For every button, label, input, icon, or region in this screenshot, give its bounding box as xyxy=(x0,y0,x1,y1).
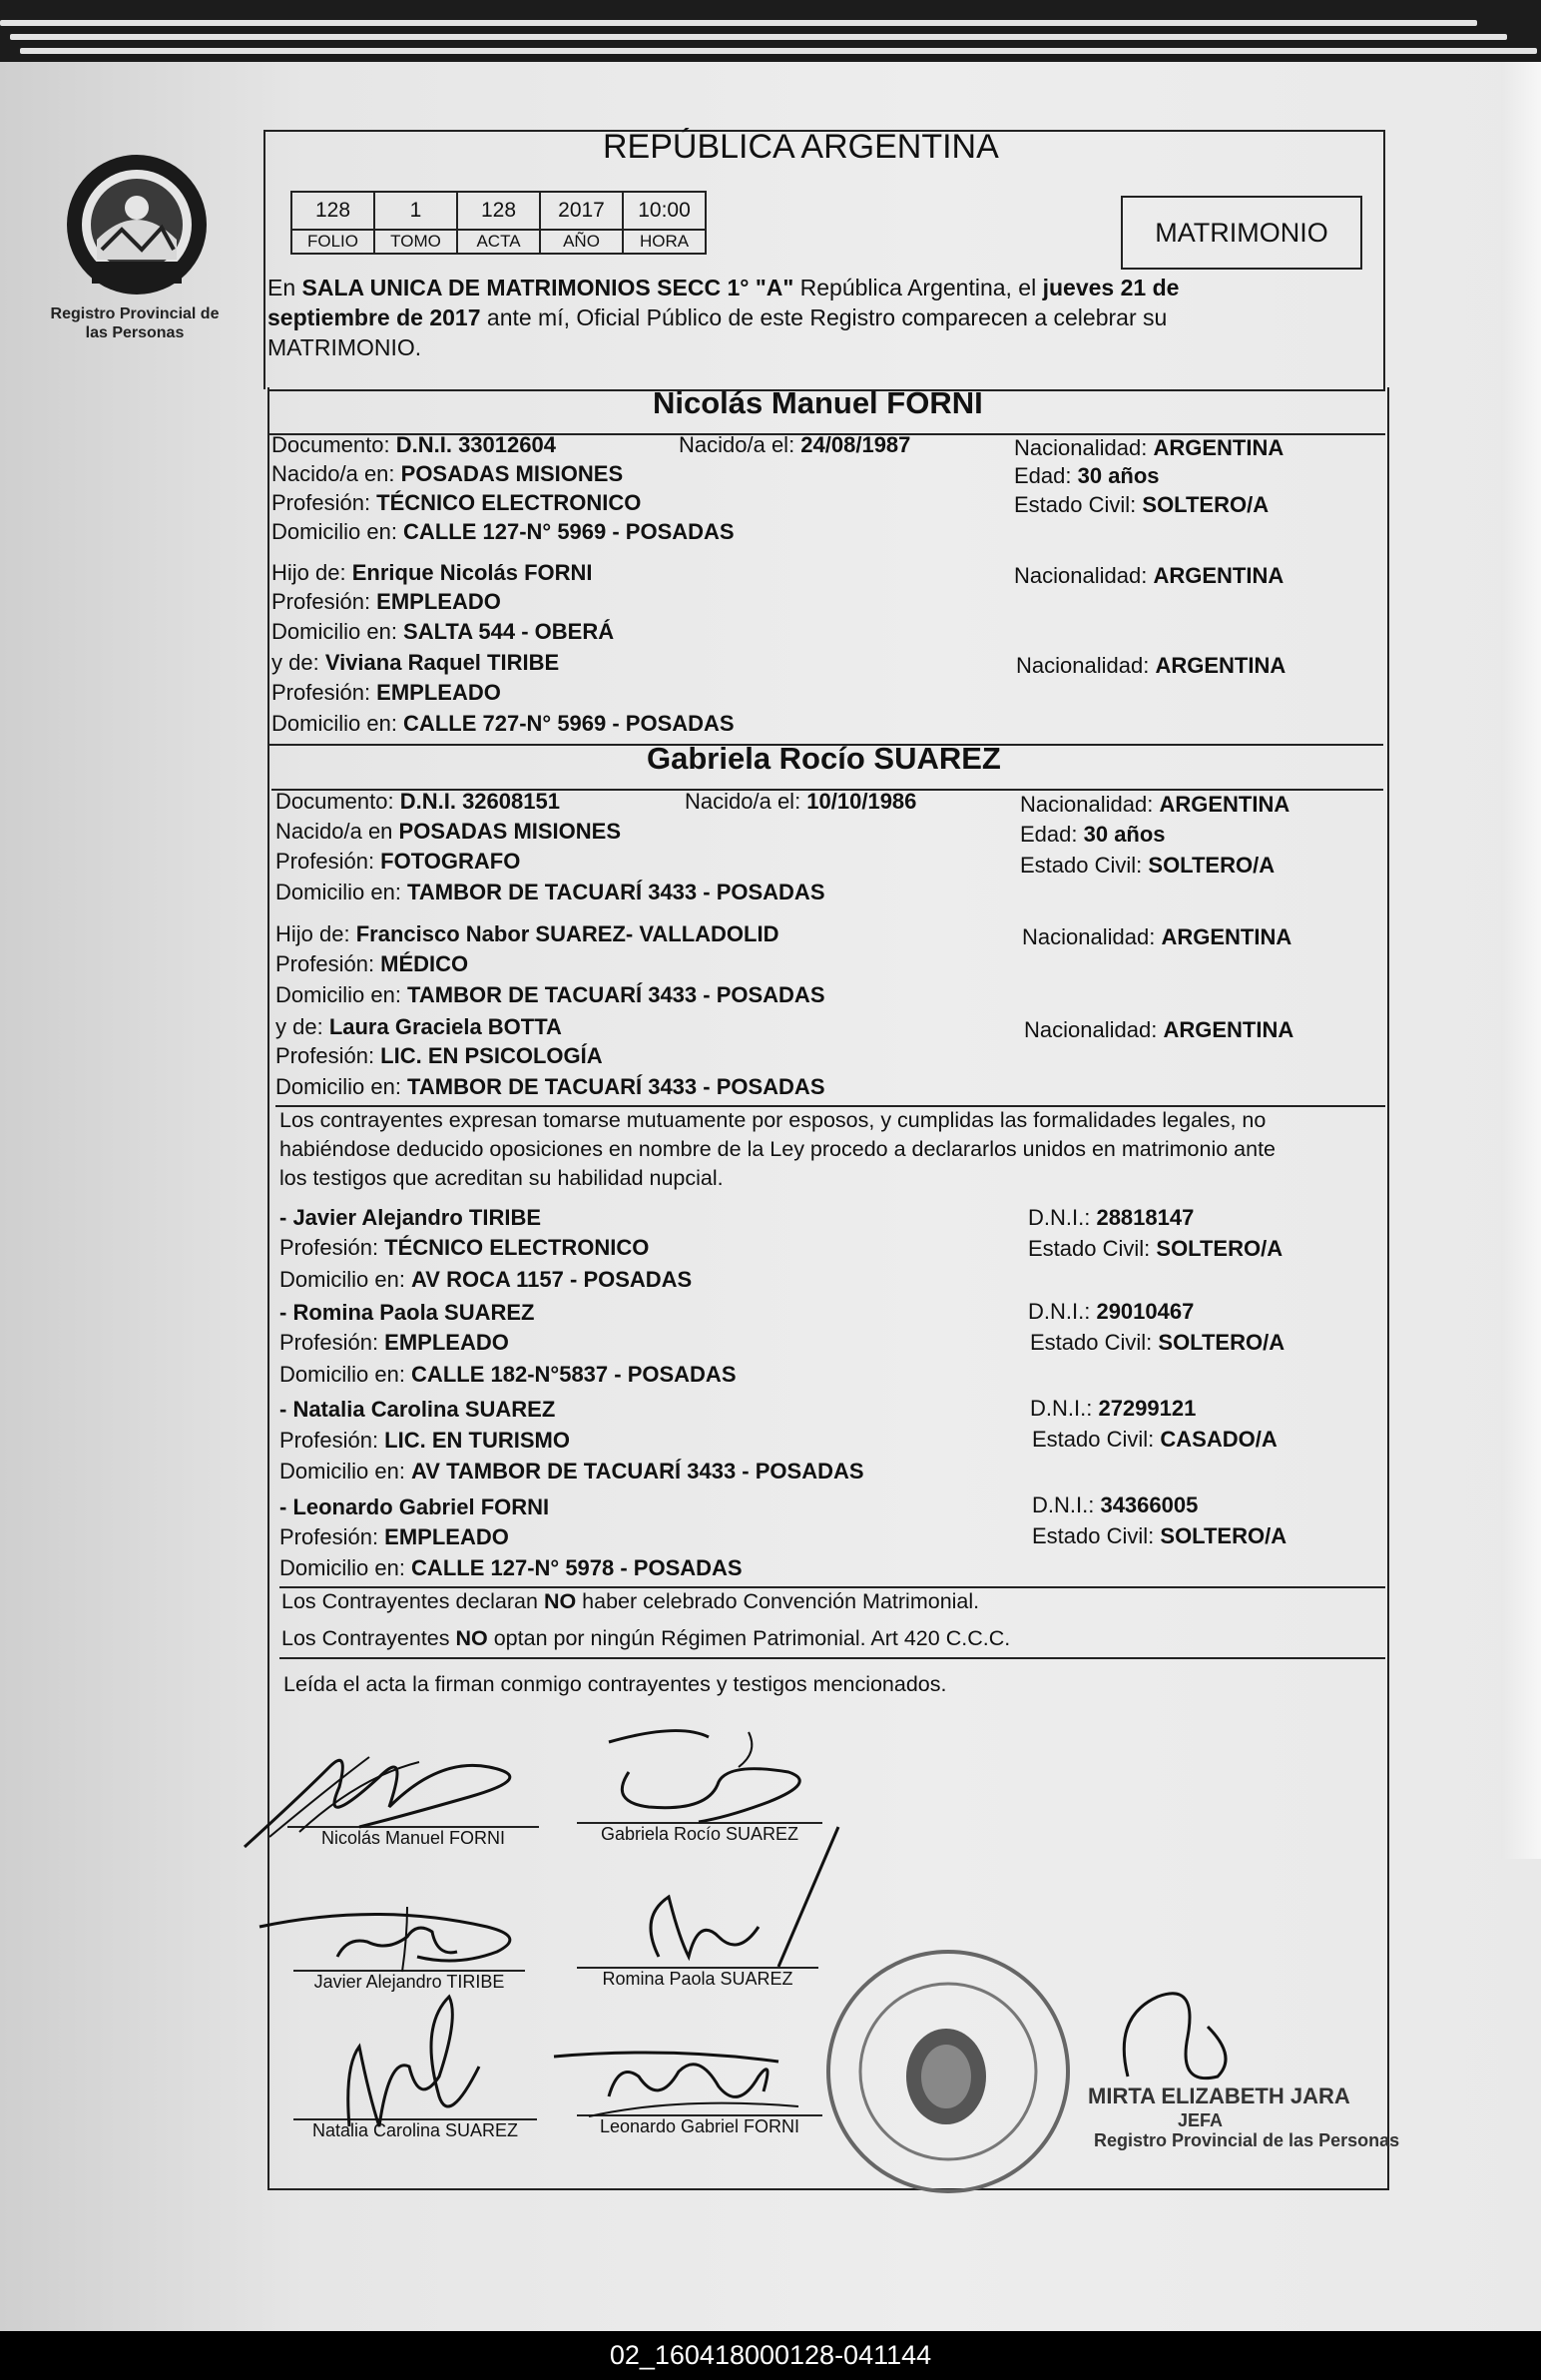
witness-civil-status: Estado Civil: SOLTERO/A xyxy=(1028,1236,1284,1261)
paper-stack-edge xyxy=(1501,62,1541,1859)
groom-civil-status: Estado Civil: SOLTERO/A xyxy=(1014,492,1270,517)
witness-address: Domicilio en: AV TAMBOR DE TACUARÍ 3433 - POSADAS xyxy=(279,1459,864,1484)
closing-statement: Leída el acta la firman conmigo contrayentes y testigos mencionados. xyxy=(283,1672,947,1696)
groom-father-profession: Profesión: EMPLEADO xyxy=(271,589,501,614)
bride-birthplace: Nacido/a en POSADAS MISIONES xyxy=(275,819,622,844)
witness-name: - Romina Paola SUAREZ xyxy=(279,1300,535,1325)
bride-mother-profession: Profesión: LIC. EN PSICOLOGÍA xyxy=(275,1043,603,1068)
convention-declaration: Los Contrayentes declaran NO haber celebrado Convención Matrimonial. xyxy=(281,1589,980,1613)
official-signature xyxy=(1108,1977,1248,2096)
handwritten-signature-groom xyxy=(240,1737,559,1857)
acta-label: ACTA xyxy=(457,230,540,254)
declaration-line-2: habiéndose deducido oposiciones en nombre de la Ley procedo a declararlos unidos en matrimonio ante xyxy=(279,1137,1277,1161)
tomo-value: 1 xyxy=(374,192,457,230)
witness-civil-status: Estado Civil: CASADO/A xyxy=(1032,1427,1278,1452)
official-name: MIRTA ELIZABETH JARA xyxy=(1088,2083,1350,2108)
declaration-line-1: Los contrayentes expresan tomarse mutuamente por esposos, y cumplidas las formalidades legales, no xyxy=(279,1108,1267,1132)
page-title: REPÚBLICA ARGENTINA xyxy=(603,128,999,166)
bride-father-address: Domicilio en: TAMBOR DE TACUARÍ 3433 - POSADAS xyxy=(275,982,825,1007)
signature-label-witness-4: Leonardo Gabriel FORNI xyxy=(599,2116,800,2136)
bride-father: Hijo de: Francisco Nabor SUAREZ- VALLADOLID xyxy=(275,921,779,946)
patrimonial-regime: Los Contrayentes NO optan por ningún Régimen Patrimonial. Art 420 C.C.C. xyxy=(281,1626,1011,1650)
signature-label-groom: Nicolás Manuel FORNI xyxy=(320,1828,506,1848)
bride-address: Domicilio en: TAMBOR DE TACUARÍ 3433 - POSADAS xyxy=(275,880,825,904)
folio-value: 128 xyxy=(291,192,374,230)
groom-mother-address: Domicilio en: CALLE 727-N° 5969 - POSADAS xyxy=(271,711,735,736)
witness-name: - Natalia Carolina SUAREZ xyxy=(279,1397,556,1422)
signature-label-bride: Gabriela Rocío SUAREZ xyxy=(600,1824,799,1844)
signature-label-witness-1: Javier Alejandro TIRIBE xyxy=(313,1972,505,1992)
witness-name: - Leonardo Gabriel FORNI xyxy=(279,1494,550,1519)
groom-mother-nationality: Nacionalidad: ARGENTINA xyxy=(1016,653,1286,678)
bride-father-profession: Profesión: MÉDICO xyxy=(275,951,469,976)
signature-label-witness-3: Natalia Carolina SUAREZ xyxy=(311,2120,519,2140)
witness-address: Domicilio en: AV ROCA 1157 - POSADAS xyxy=(279,1267,693,1292)
signature-label-witness-2: Romina Paola SUAREZ xyxy=(602,1969,793,1989)
witness-profession: Profesión: EMPLEADO xyxy=(279,1524,509,1549)
witness-profession: Profesión: EMPLEADO xyxy=(279,1330,509,1355)
bride-born: Nacido/a el: 10/10/1986 xyxy=(685,789,917,814)
intro-line-2: septiembre de 2017 ante mí, Oficial Público de este Registro comparecen a celebrar su xyxy=(267,304,1168,330)
witness-address: Domicilio en: CALLE 127-N° 5978 - POSADAS xyxy=(279,1555,743,1580)
bride-profession: Profesión: FOTOGRAFO xyxy=(275,849,521,874)
official-role: JEFA xyxy=(1178,2110,1224,2130)
bride-mother-nationality: Nacionalidad: ARGENTINA xyxy=(1024,1017,1294,1042)
ano-label: AÑO xyxy=(540,230,623,254)
handwritten-signature-witness-1 xyxy=(257,1897,537,1977)
handwritten-signature-witness-3 xyxy=(319,1977,499,2136)
tomo-label: TOMO xyxy=(374,230,457,254)
bride-name-header: Gabriela Rocío SUAREZ xyxy=(647,741,1001,776)
bride-civil-status: Estado Civil: SOLTERO/A xyxy=(1020,853,1276,878)
bride-doc: Documento: D.N.I. 32608151 xyxy=(275,789,560,814)
official-office: Registro Provincial de las Personas xyxy=(1094,2130,1400,2150)
misiones-logo xyxy=(40,150,230,359)
hora-label: HORA xyxy=(623,230,706,254)
groom-birthplace: Nacido/a en: POSADAS MISIONES xyxy=(271,461,624,486)
witness-civil-status: Estado Civil: SOLTERO/A xyxy=(1030,1330,1285,1355)
witness-address: Domicilio en: CALLE 182-N°5837 - POSADAS xyxy=(279,1362,737,1387)
witness-name: - Javier Alejandro TIRIBE xyxy=(279,1205,542,1230)
groom-address: Domicilio en: CALLE 127-N° 5969 - POSADAS xyxy=(271,519,735,544)
handwritten-signature-witness-4 xyxy=(549,2037,808,2126)
bride-mother: y de: Laura Graciela BOTTA xyxy=(275,1014,562,1039)
groom-mother-profession: Profesión: EMPLEADO xyxy=(271,680,501,705)
bride-nationality: Nacionalidad: ARGENTINA xyxy=(1020,792,1290,817)
ano-value: 2017 xyxy=(540,192,623,230)
groom-nationality: Nacionalidad: ARGENTINA xyxy=(1014,435,1284,460)
intro-line-1: En SALA UNICA DE MATRIMONIOS SECC 1° "A" República Argentina, el jueves 21 de xyxy=(267,275,1180,300)
witness-dni: D.N.I.: 28818147 xyxy=(1028,1205,1195,1230)
groom-doc: Documento: D.N.I. 33012604 xyxy=(271,432,556,457)
acta-reference-table xyxy=(290,191,707,255)
folio-label: FOLIO xyxy=(291,230,374,254)
hora-value: 10:00 xyxy=(623,192,706,230)
bride-age: Edad: 30 años xyxy=(1020,822,1166,847)
registro-provincial-label: Registro Provincial de las Personas xyxy=(50,305,220,341)
groom-father-address: Domicilio en: SALTA 544 - OBERÁ xyxy=(271,619,615,644)
bride-mother-address: Domicilio en: TAMBOR DE TACUARÍ 3433 - POSADAS xyxy=(275,1074,825,1099)
groom-profession: Profesión: TÉCNICO ELECTRONICO xyxy=(271,490,642,515)
handwritten-signature-bride xyxy=(589,1722,828,1832)
groom-born: Nacido/a el: 24/08/1987 xyxy=(679,432,911,457)
groom-father: Hijo de: Enrique Nicolás FORNI xyxy=(271,560,593,585)
witness-dni: D.N.I.: 29010467 xyxy=(1028,1299,1195,1324)
witness-dni: D.N.I.: 34366005 xyxy=(1032,1492,1199,1517)
stacked-sheets-edge xyxy=(0,0,1541,62)
declaration-line-3: los testigos que acreditan su habilidad nupcial. xyxy=(279,1166,724,1190)
matrimonio-box: MATRIMONIO xyxy=(1121,196,1362,270)
intro-line-3: MATRIMONIO. xyxy=(267,334,422,360)
bride-father-nationality: Nacionalidad: ARGENTINA xyxy=(1022,924,1292,949)
witness-civil-status: Estado Civil: SOLTERO/A xyxy=(1032,1523,1287,1548)
registro-round-stamp xyxy=(818,1937,1078,2206)
groom-name-header: Nicolás Manuel FORNI xyxy=(653,385,983,420)
handwritten-signature-witness-2 xyxy=(589,1817,848,1977)
witness-dni: D.N.I.: 27299121 xyxy=(1030,1396,1197,1421)
acta-value: 128 xyxy=(457,192,540,230)
groom-mother: y de: Viviana Raquel TIRIBE xyxy=(271,650,560,675)
provincia-misiones-seal xyxy=(62,150,212,299)
groom-father-nationality: Nacionalidad: ARGENTINA xyxy=(1014,563,1284,588)
witness-profession: Profesión: TÉCNICO ELECTRONICO xyxy=(279,1235,650,1260)
groom-age: Edad: 30 años xyxy=(1014,463,1160,488)
witness-profession: Profesión: LIC. EN TURISMO xyxy=(279,1428,570,1453)
document-id-caption: 02_160418000128-041144 xyxy=(0,2331,1541,2380)
